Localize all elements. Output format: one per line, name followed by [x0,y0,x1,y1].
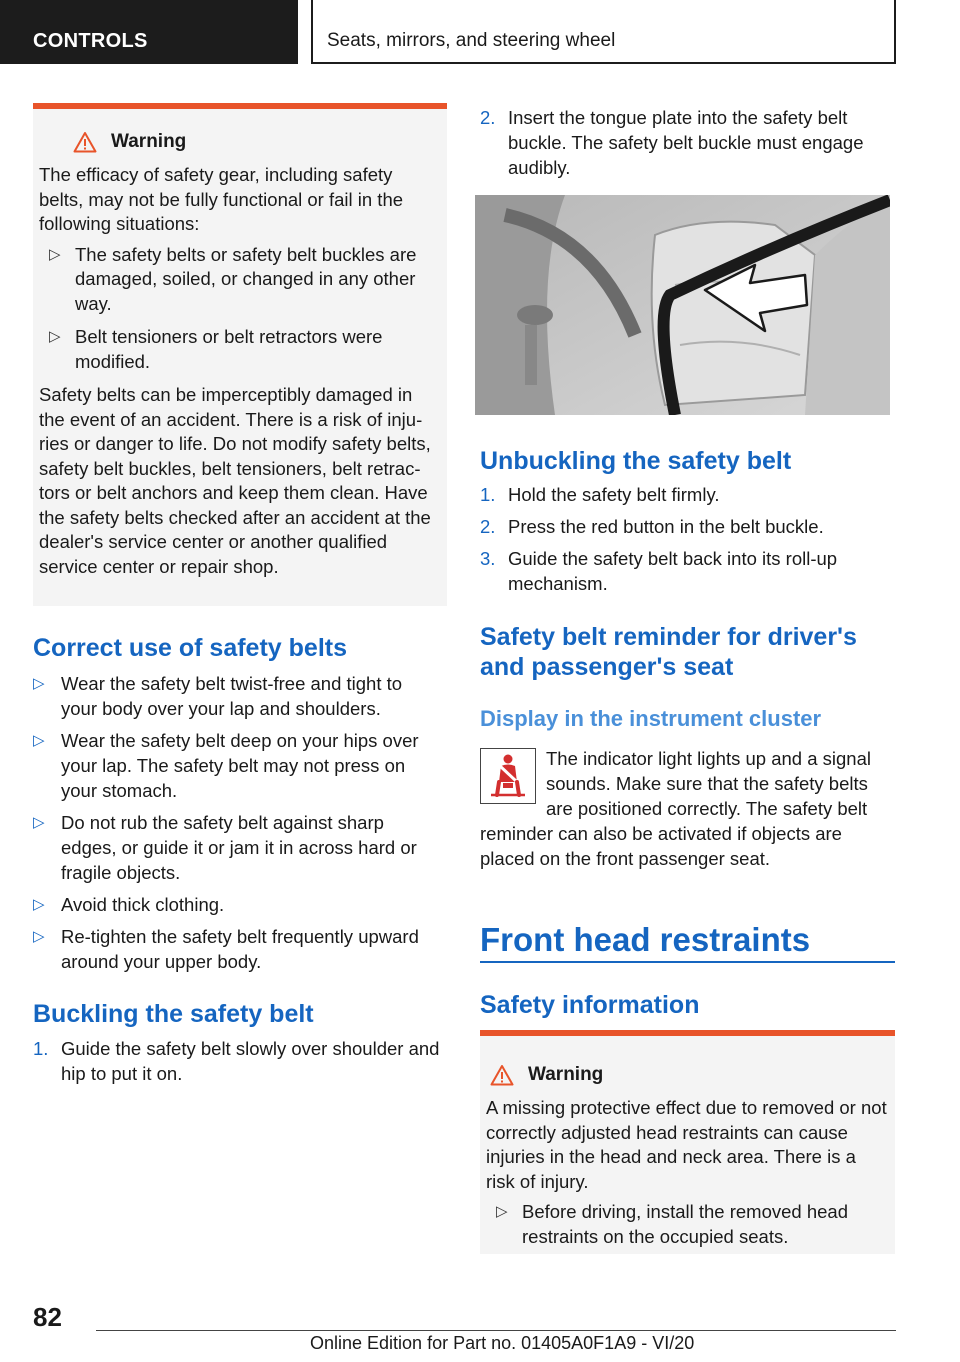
warning-intro: The efficacy of safety gear, including safety belts, may not be fully functional or fail in the following situations: [39,164,404,234]
numbered-list [480,482,890,603]
warning-title: Warning [111,131,187,152]
seat-belt-buckle-illustration [475,195,890,415]
reminder-text: The indicator light lights up and a signal sounds. Make sure that the safety belts are positioned correctly. The safety belt reminder can also be activated if objects are placed on the front passenger seat. [480,748,871,869]
warning-title-row [486,1064,889,1086]
bullet-list [33,671,443,981]
numbered-list [480,105,890,187]
section-title: CONTROLS [33,30,148,52]
warning-title-row [39,131,441,153]
list-item: ▷ Re-tighten the safety belt frequently upward around your upper body. [33,926,419,972]
chapter-tab [311,0,896,64]
list-item: ▷ Do not rub the safety belt against sharp edges, or guide it or jam it in across hard or fragile objects. [33,812,417,883]
list-item: 3. Guide the safety belt back into its roll-up mechanism. [480,548,838,594]
list-item: ▷ The safety belts or safety belt buckles are damaged, soiled, or changed in any other way. [49,243,417,314]
warning-box [33,103,447,606]
section-heading: Safety information [480,991,700,1019]
numbered-list [33,1036,443,1093]
list-item: 1. Hold the safety belt firmly. [480,484,720,505]
warning-list [486,1200,889,1249]
chapter-heading: Front head restraints [480,921,811,958]
footer-rule [96,1330,896,1331]
list-item: ▷ Belt tensioners or belt retractors were modified. [49,326,383,372]
triangle-bullet-icon: ▷ [33,896,45,913]
page-number: 82 [33,1302,62,1332]
edition-text: Online Edition for Part no. 01405A0F1A9 - VI/20 [310,1333,695,1353]
triangle-bullet-icon: ▷ [496,1203,508,1220]
list-item: ▷ Wear the safety belt deep on your hips over your lap. The safety belt may not press on your stomach. [33,730,419,801]
list-item: ▷ Avoid thick clothing. [33,894,225,915]
triangle-bullet-icon: ▷ [33,732,45,749]
triangle-bullet-icon: ▷ [33,675,45,692]
subsection-heading: Display in the instrument cluster [480,706,822,731]
section-heading: Correct use of safety belts [33,634,347,662]
chapter-title: Seats, mirrors, and steering wheel [327,30,616,51]
list-item: 1. Guide the safety belt slowly over shoulder and hip to put it on. [33,1038,440,1084]
triangle-bullet-icon: ▷ [49,328,61,345]
list-item: ▷ Wear the safety belt twist-free and tight to your body over your lap and shoulders. [33,673,403,719]
section-tab [0,0,298,64]
warning-title: Warning [528,1064,604,1085]
triangle-bullet-icon: ▷ [49,245,61,263]
warning-list [39,243,441,375]
section-heading: Buckling the safety belt [33,1000,314,1028]
list-item: 2. Insert the tongue plate into the safety belt buckle. The safety belt buckle must engage audibly. [480,107,864,178]
list-item: 2. Press the red button in the belt buckle. [480,516,824,537]
warning-box [480,1030,895,1254]
list-item: ▷ Before driving, install the removed head restraints on the occupied seats. [496,1201,848,1247]
triangle-bullet-icon: ▷ [33,928,45,945]
heading-rule [480,961,895,963]
seat-belt-photo [475,195,890,415]
section-heading: Safety belt reminder for driver's and passenger's seat [480,623,857,681]
warning-body: A missing protective effect due to removed or not correctly adjusted head restraints can cause injuries in the head and neck area. There is a risk of injury. [486,1097,887,1192]
warning-icon [490,1064,514,1086]
warning-icon [73,131,97,153]
triangle-bullet-icon: ▷ [33,814,45,831]
warning-body: Safety belts can be imperceptibly damaged in the event of an accident. There is a risk of inju-ries or danger to life. Do not modify safety belts, safety belt buckles, belt tensioners, belt retrac-tors or belt anchors and keep them clean. Have the safety belts checked after an accident at the dealer's service center or another qualified service center or repair shop. [39,384,431,577]
section-heading: Unbuckling the safety belt [480,447,792,475]
